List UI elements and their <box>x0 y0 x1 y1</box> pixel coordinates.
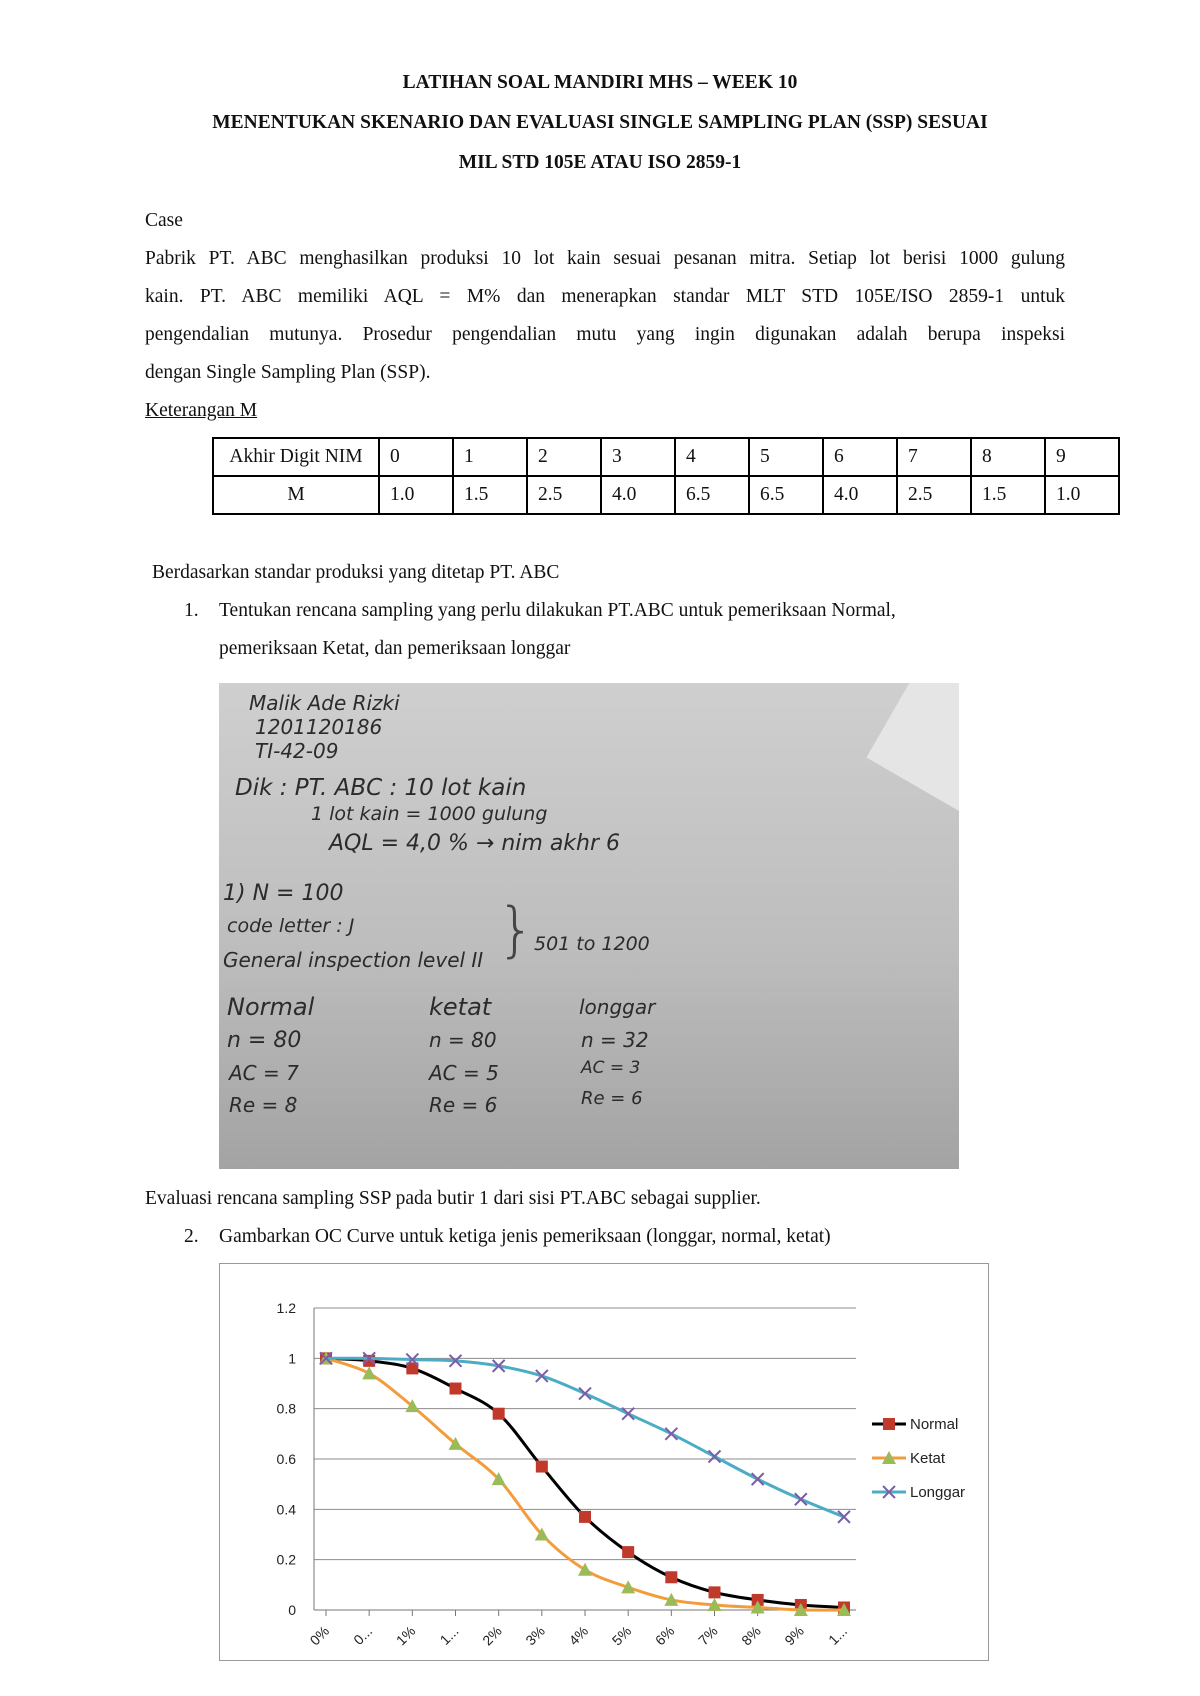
x-tick-label: 5% <box>608 1622 635 1649</box>
hw-code-letter: code letter : J <box>227 915 355 937</box>
hw-dik-line1: Dik : PT. ABC : 10 lot kain <box>235 775 527 801</box>
legend-marker-normal <box>883 1418 895 1430</box>
table-cell: 5 <box>749 438 823 476</box>
keterangan-label: Keterangan M <box>145 400 258 421</box>
table-cell: 9 <box>1045 438 1119 476</box>
data-point-normal <box>536 1461 548 1473</box>
table-cell: 7 <box>897 438 971 476</box>
hw-ketat-re: Re = 6 <box>429 1093 498 1117</box>
data-point-normal <box>622 1546 634 1558</box>
hw-ketat-n: n = 80 <box>429 1028 497 1052</box>
data-point-longgar <box>752 1473 764 1485</box>
table-header-cell: M <box>213 476 379 514</box>
x-tick-label: 9% <box>781 1622 807 1649</box>
case-line-3: pengendalian mutunya. Prosedur pengendalian mutu yang ingin digunakan adalah berupa inspeksi <box>145 324 1065 345</box>
hw-kelas: TI-42-09 <box>255 739 339 763</box>
x-tick-label: 6% <box>651 1622 678 1649</box>
table-cell: 2.5 <box>897 476 971 514</box>
hw-ketat-ac: AC = 5 <box>429 1061 499 1085</box>
y-tick-label: 0.6 <box>276 1451 296 1467</box>
q2-text: Gambarkan OC Curve untuk ketiga jenis pemeriksaan (longgar, normal, ketat) <box>219 1226 831 1247</box>
q1-number: 1. <box>184 600 199 621</box>
table-cell: 1.5 <box>453 476 527 514</box>
hw-longgar-re: Re = 6 <box>581 1088 643 1109</box>
table-cell: 4.0 <box>823 476 897 514</box>
x-tick-label: 0... <box>350 1622 376 1648</box>
q1-line-2: pemeriksaan Ketat, dan pemeriksaan longgar <box>219 638 571 659</box>
data-point-longgar <box>838 1511 850 1523</box>
x-tick-label: 1... <box>436 1622 462 1648</box>
hw-dik-line2: 1 lot kain = 1000 gulung <box>311 803 548 825</box>
x-tick-label: 1... <box>825 1622 851 1648</box>
table-cell: 1.0 <box>1045 476 1119 514</box>
y-tick-label: 1.2 <box>276 1300 296 1316</box>
table-cell: 2 <box>527 438 601 476</box>
data-point-normal <box>709 1586 721 1598</box>
series-line-longgar <box>326 1358 844 1517</box>
hw-longgar-heading: longgar <box>579 995 656 1019</box>
m-table <box>212 437 1120 515</box>
y-tick-label: 1 <box>288 1350 296 1367</box>
y-tick-label: 0.2 <box>276 1551 296 1568</box>
x-tick-label: 3% <box>522 1622 548 1649</box>
q2-number: 2. <box>184 1226 199 1247</box>
intro-text: Berdasarkan standar produksi yang ditetap PT. ABC <box>152 562 560 583</box>
x-tick-label: 7% <box>694 1622 721 1649</box>
data-point-longgar <box>579 1388 591 1400</box>
y-tick-label: 0.8 <box>276 1400 296 1417</box>
table-cell: 6 <box>823 438 897 476</box>
hw-name: Malik Ade Rizki <box>249 691 400 715</box>
data-point-normal <box>665 1571 677 1583</box>
data-point-ketat <box>578 1563 592 1576</box>
table-header-cell: Akhir Digit NIM <box>213 438 379 476</box>
doc-title-line3: MIL STD 105E ATAU ISO 2859-1 <box>458 152 742 173</box>
data-point-longgar <box>795 1493 807 1505</box>
data-point-longgar <box>709 1450 721 1462</box>
hw-range: 501 to 1200 <box>534 933 650 955</box>
hw-brace: } <box>497 895 536 965</box>
table-cell: 0 <box>379 438 453 476</box>
legend-label-normal: Normal <box>910 1416 959 1433</box>
oc-curve-svg <box>220 1264 988 1660</box>
hw-normal-heading: Normal <box>227 993 315 1021</box>
evaluasi-text: Evaluasi rencana sampling SSP pada butir 1 dari sisi PT.ABC sebagai supplier. <box>145 1188 761 1209</box>
data-point-normal <box>579 1511 591 1523</box>
hw-ketat-heading: ketat <box>429 993 492 1021</box>
legend-label-ketat: Ketat <box>910 1450 946 1467</box>
table-cell: 1.0 <box>379 476 453 514</box>
table-cell: 4 <box>675 438 749 476</box>
table-cell: 2.5 <box>527 476 601 514</box>
data-point-longgar <box>622 1408 634 1420</box>
hw-normal-n: n = 80 <box>227 1028 302 1053</box>
hw-dik-line3: AQL = 4,0 % → nim akhr 6 <box>329 831 621 856</box>
data-point-ketat <box>362 1366 376 1379</box>
table-cell: 4.0 <box>601 476 675 514</box>
handwritten-answer-photo <box>219 683 959 1169</box>
doc-title-line1: LATIHAN SOAL MANDIRI MHS – WEEK 10 <box>402 72 798 93</box>
case-line-1: Pabrik PT. ABC menghasilkan produksi 10 lot kain sesuai pesanan mitra. Setiap lot berisi 1000 gulung <box>145 248 1065 269</box>
case-line-4: dengan Single Sampling Plan (SSP). <box>145 362 431 383</box>
hw-general-level: General inspection level II <box>223 948 484 972</box>
table-cell: 6.5 <box>749 476 823 514</box>
data-point-normal <box>363 1355 375 1367</box>
table-cell: 1.5 <box>971 476 1045 514</box>
hw-nim: 1201120186 <box>255 715 383 739</box>
case-label: Case <box>145 210 183 231</box>
y-tick-label: 0 <box>288 1602 296 1618</box>
q1-line-1: Tentukan rencana sampling yang perlu dilakukan PT.ABC untuk pemeriksaan Normal, <box>219 600 896 621</box>
hw-normal-ac: AC = 7 <box>229 1061 299 1085</box>
x-tick-label: 2% <box>479 1622 505 1649</box>
hw-normal-re: Re = 8 <box>229 1093 298 1117</box>
x-tick-label: 0% <box>306 1622 333 1649</box>
hw-n: 1) N = 100 <box>223 881 344 906</box>
case-line-2: kain. PT. ABC memiliki AQL = M% dan menerapkan standar MLT STD 105E/ISO 2859-1 untuk <box>145 286 1065 307</box>
hw-longgar-ac: AC = 3 <box>581 1058 641 1078</box>
x-tick-label: 1% <box>392 1622 419 1649</box>
data-point-normal <box>493 1408 505 1420</box>
oc-curve-chart <box>219 1263 989 1661</box>
table-cell: 3 <box>601 438 675 476</box>
x-tick-label: 8% <box>738 1622 764 1649</box>
table-cell: 8 <box>971 438 1045 476</box>
legend-label-longgar: Longgar <box>910 1484 966 1501</box>
data-point-normal <box>450 1383 462 1395</box>
data-point-longgar <box>665 1428 677 1440</box>
table-cell: 1 <box>453 438 527 476</box>
table-row <box>213 476 1119 514</box>
hw-longgar-n: n = 32 <box>581 1028 649 1052</box>
doc-title-line2: MENENTUKAN SKENARIO DAN EVALUASI SINGLE SAMPLING PLAN (SSP) SESUAI <box>212 112 988 133</box>
table-row <box>213 438 1119 476</box>
x-tick-label: 4% <box>565 1622 592 1649</box>
table-cell: 6.5 <box>675 476 749 514</box>
y-tick-label: 0.4 <box>276 1501 296 1518</box>
